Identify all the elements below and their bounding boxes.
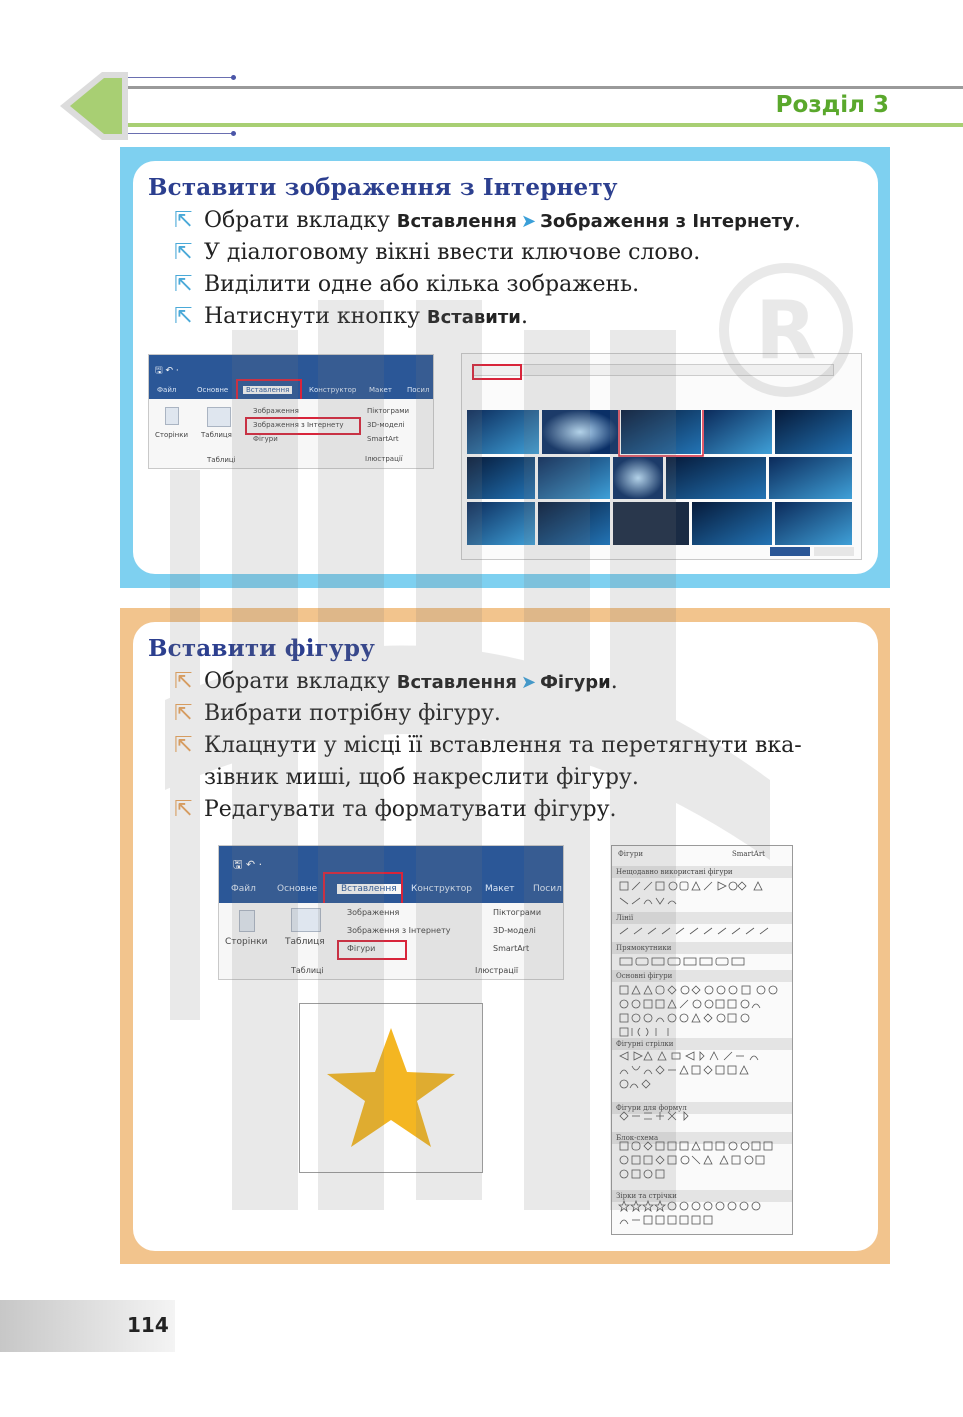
box1-step-2: ⇱ У діалоговому вікні ввести ключове слово. bbox=[174, 237, 700, 268]
tab-design[interactable]: Конструктор bbox=[309, 386, 357, 394]
online-pictures-item[interactable]: Зображення з Інтернету bbox=[253, 421, 344, 429]
pictures-item[interactable]: Зображення bbox=[253, 407, 299, 415]
smartart-item[interactable]: SmartArt bbox=[493, 944, 530, 953]
step-arrow-icon: ⇱ bbox=[174, 240, 193, 265]
section-title: Розділ 3 bbox=[775, 92, 889, 118]
tab-references[interactable]: Посил bbox=[407, 386, 430, 394]
tab-design[interactable]: Конструктор bbox=[411, 884, 472, 894]
icons-item[interactable]: Піктограми bbox=[493, 908, 542, 917]
3d-models-item[interactable]: 3D-моделі bbox=[493, 926, 536, 935]
step-arrow-icon: ⇱ bbox=[174, 208, 193, 233]
shapes-item[interactable]: Фігури bbox=[253, 435, 278, 443]
tab-insert[interactable]: Вставлення bbox=[337, 884, 401, 894]
highlight-online-pictures bbox=[245, 417, 361, 435]
header-thin-line-top bbox=[118, 77, 236, 78]
ribbon-screenshot-2 bbox=[218, 845, 564, 980]
header-dot-bottom bbox=[231, 131, 236, 136]
online-pictures-item[interactable]: Зображення з Інтернету bbox=[347, 926, 451, 935]
table-label: Таблиця bbox=[285, 937, 325, 947]
header-thin-line-bottom bbox=[118, 133, 236, 134]
step-arrow-icon: ⇱ bbox=[174, 733, 193, 758]
section-stars-banners: Зірки та стрічки bbox=[616, 1192, 677, 1200]
box1-step-4: ⇱ Натиснути кнопку Вставити. bbox=[174, 301, 528, 333]
shapes-dropdown[interactable]: Фігури bbox=[618, 850, 643, 858]
insert-button[interactable] bbox=[770, 547, 810, 556]
step-arrow-icon: ⇱ bbox=[174, 701, 193, 726]
box2-step-1: ⇱ Обрати вкладку Вставлення ➤ Фігури. bbox=[174, 666, 618, 698]
pages-label: Сторінки bbox=[155, 431, 188, 439]
header-rule-bottom bbox=[110, 123, 963, 127]
shapes-gallery bbox=[611, 845, 793, 1235]
highlight-search-keyword bbox=[472, 364, 522, 380]
step-arrow-icon: ⇱ bbox=[174, 669, 193, 694]
online-pictures-dialog bbox=[461, 353, 862, 560]
header-dot-top bbox=[231, 75, 236, 80]
smartart-item[interactable]: SmartArt bbox=[367, 435, 399, 443]
tables-group-label: Таблиці bbox=[291, 966, 324, 975]
box2-step-2: ⇱ Вибрати потрібну фігуру. bbox=[174, 698, 501, 729]
tab-insert[interactable]: Вставлення bbox=[243, 386, 292, 394]
pictures-item[interactable]: Зображення bbox=[347, 908, 400, 917]
star-shape-frame bbox=[299, 1003, 483, 1173]
tab-layout[interactable]: Макет bbox=[369, 386, 392, 394]
tab-file[interactable]: Файл bbox=[157, 386, 177, 394]
smartart-button[interactable]: SmartArt bbox=[732, 850, 765, 858]
section-recent: Нещодавно використані фігури bbox=[616, 868, 733, 876]
highlight-shapes bbox=[337, 940, 407, 960]
star-shape[interactable] bbox=[300, 1004, 482, 1172]
icons-item[interactable]: Піктограми bbox=[367, 407, 410, 415]
search-input[interactable] bbox=[472, 364, 834, 376]
pages-label: Сторінки bbox=[225, 937, 268, 947]
tab-file[interactable]: Файл bbox=[231, 884, 256, 894]
3d-models-item[interactable]: 3D-моделі bbox=[367, 421, 405, 429]
box1-step-3: ⇱ Виділити одне або кілька зображень. bbox=[174, 269, 639, 300]
box2-step-4: ⇱ Редагувати та форматувати фігуру. bbox=[174, 794, 617, 825]
tables-group-label: Таблиці bbox=[207, 456, 236, 464]
header-rule-top bbox=[110, 86, 963, 89]
section-block-arrows: Фігурні стрілки bbox=[616, 1040, 674, 1048]
box1-step-1: ⇱ Обрати вкладку Вставлення ➤ Зображення з Інтернету. bbox=[174, 205, 801, 237]
shape-icons-rows[interactable] bbox=[618, 926, 786, 1226]
section-basic-shapes: Основні фігури bbox=[616, 972, 673, 980]
pages-icon[interactable] bbox=[165, 407, 179, 425]
table-icon[interactable] bbox=[207, 407, 231, 427]
box2-title: Вставити фігуру bbox=[148, 635, 376, 662]
tab-references[interactable]: Посил bbox=[533, 884, 562, 894]
tab-layout[interactable]: Макет bbox=[485, 884, 515, 894]
highlight-insert-tab bbox=[323, 872, 403, 906]
box1-title: Вставити зображення з Інтернету bbox=[148, 174, 618, 201]
illustrations-group-label: Ілюстрації bbox=[475, 966, 519, 975]
save-icon: 🖫 ↶ · bbox=[155, 366, 179, 376]
chevron-right-icon: ➤ bbox=[520, 211, 537, 232]
pages-icon[interactable] bbox=[239, 910, 255, 932]
table-label: Таблиця bbox=[201, 431, 232, 439]
illustrations-group-label: Ілюстрації bbox=[365, 455, 403, 463]
tab-home[interactable]: Основне bbox=[197, 386, 229, 394]
page-number: 114 bbox=[127, 1313, 169, 1337]
cancel-button[interactable] bbox=[814, 547, 854, 556]
section-equation-shapes: Фігури для формул bbox=[616, 1104, 687, 1112]
step-arrow-icon: ⇱ bbox=[174, 304, 193, 329]
box2-step-3-cont: зівник миші, щоб накреслити фігуру. bbox=[204, 765, 639, 790]
table-icon[interactable] bbox=[291, 908, 321, 932]
tab-home[interactable]: Основне bbox=[277, 884, 318, 894]
shapes-item[interactable]: Фігури bbox=[347, 944, 376, 953]
section-lines: Лінії bbox=[616, 914, 634, 922]
chevron-right-icon: ➤ bbox=[520, 672, 537, 693]
step-arrow-icon: ⇱ bbox=[174, 797, 193, 822]
save-icon: 🖫 ↶ · bbox=[233, 858, 263, 871]
section-rectangles: Прямокутники bbox=[616, 944, 672, 952]
section-flowchart: Блок-схема bbox=[616, 1134, 659, 1142]
step-arrow-icon: ⇱ bbox=[174, 272, 193, 297]
box2-step-3: ⇱ Клацнути у місці її вставлення та перетягнути вка- bbox=[174, 730, 802, 761]
ribbon-screenshot-1 bbox=[148, 354, 434, 469]
image-results-grid[interactable] bbox=[467, 410, 852, 545]
